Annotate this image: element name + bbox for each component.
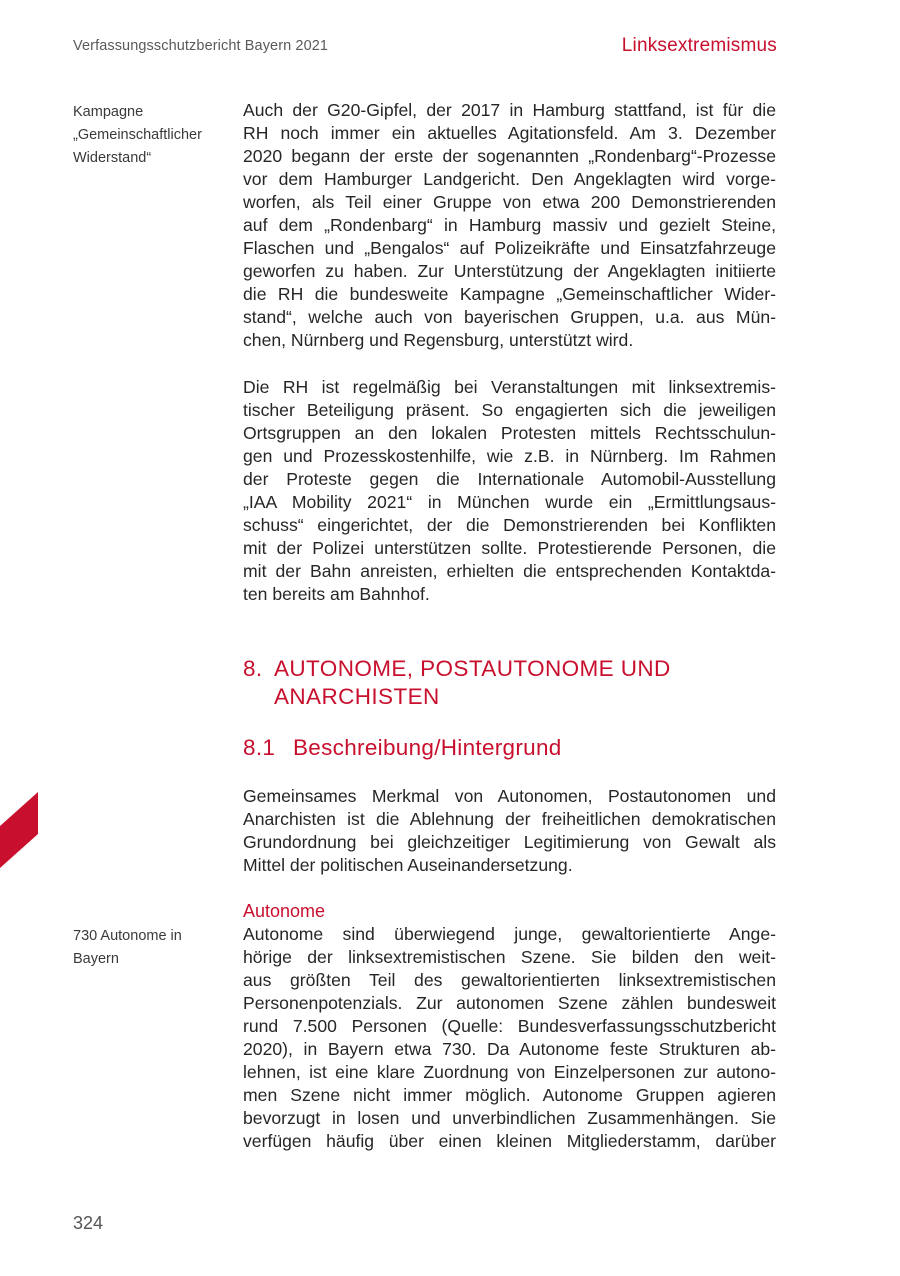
text-line: worfen, als Teil einer Gruppe von etwa 200 Demonstrierenden — [243, 192, 776, 212]
chapter-number: 8. — [243, 656, 263, 681]
paragraph-rh-events — [243, 376, 776, 606]
text-line: men Szene nicht immer möglich. Autonome Gruppen agieren — [243, 1085, 776, 1105]
text-line: der Proteste gegen die Internationale Automobil-Ausstellung — [243, 469, 776, 489]
text-line: 2020 begann der erste der sogenannten „Rondenbarg“-Prozesse — [243, 146, 776, 166]
paragraph — [243, 99, 776, 352]
margin-note-autonome — [73, 925, 223, 971]
text-line: chen, Nürnberg und Regensburg, unterstützt wird. — [243, 330, 634, 350]
margin-note-line: Widerstand“ — [73, 150, 152, 166]
text-line: RH noch immer ein aktuelles Agitationsfeld. Am 3. Dezember — [243, 123, 776, 143]
text-line: verfügen häufig über einen kleinen Mitgliederstamm, darüber — [243, 1131, 776, 1151]
text-line: Ortsgruppen an den lokalen Protesten mittels Rechtsschulun- — [243, 423, 776, 443]
text-line: ten bereits am Bahnhof. — [243, 584, 430, 604]
text-line: Flaschen und „Bengalos“ auf Polizeikräfte und Einsatzfahrzeuge — [243, 238, 776, 258]
text-line: die RH die bundesweite Kampagne „Gemeinschaftlicher Wider- — [243, 284, 776, 304]
text-line: Autonome sind überwiegend junge, gewaltorientierte Ange- — [243, 924, 776, 944]
text-line: schuss“ eingerichtet, der die Demonstrierenden bei Konflikten — [243, 515, 776, 535]
running-header-chapter: Linksextremismus — [621, 35, 777, 56]
text-line: Auch der G20-Gipfel, der 2017 in Hamburg stattfand, ist für die — [243, 100, 776, 120]
text-line: Grundordnung bei gleichzeitiger Legitimierung von Gewalt als — [243, 832, 776, 852]
page-number: 324 — [73, 1213, 104, 1233]
text-line: lehnen, ist eine klare Zuordnung von Einzelpersonen zur autono- — [243, 1062, 776, 1082]
paragraph-autonome — [243, 923, 776, 1153]
paragraph-g20 — [243, 99, 776, 352]
margin-note-line: Kampagne — [73, 104, 144, 120]
text-line: Anarchisten ist die Ablehnung der freiheitlichen demokratischen — [243, 809, 776, 829]
paragraph — [243, 923, 776, 1153]
margin-note-line: 730 Autonome in — [73, 928, 182, 944]
text-line: 2020), in Bayern etwa 730. Da Autonome feste Strukturen ab- — [243, 1039, 776, 1059]
text-line: rund 7.500 Personen (Quelle: Bundesverfassungsschutzbericht — [243, 1016, 776, 1036]
chapter-heading — [243, 655, 776, 711]
text-line: Personenpotenzials. Zur autonomen Szene zählen bundesweit — [243, 993, 776, 1013]
text-line: Die RH ist regelmäßig bei Veranstaltungen mit linksextremis- — [243, 377, 776, 397]
paragraph — [243, 785, 776, 877]
subheading-autonome: Autonome — [243, 901, 326, 921]
text-line: mit der Bahn anreisten, erhielten die entsprechenden Kontaktda- — [243, 561, 776, 581]
chapter-title-line: AUTONOME, POSTAUTONOME UND — [274, 656, 671, 681]
text-line: „IAA Mobility 2021“ in München wurde ein „Ermittlungsaus- — [243, 492, 776, 512]
text-line: geworfen zu haben. Zur Unterstützung der Angeklagten initiierte — [243, 261, 776, 281]
section-number: 8.1 — [243, 735, 276, 760]
text-line: aus größten Teil des gewaltorientierten linksextremistischen — [243, 970, 776, 990]
running-header-title: Verfassungsschutzbericht Bayern 2021 — [73, 38, 329, 54]
chapter-title-line: ANARCHISTEN — [274, 684, 440, 709]
text-line: mit der Polizei unterstützen sollte. Protestierende Personen, die — [243, 538, 776, 558]
text-line: Gemeinsames Merkmal von Autonomen, Postautonomen und — [243, 786, 776, 806]
text-line: stand“, welche auch von bayerischen Gruppen, u.a. aus Mün- — [243, 307, 776, 327]
text-line: gen und Prozesskostenhilfe, wie z.B. in Nürnberg. Im Rahmen — [243, 446, 776, 466]
margin-note-line: Bayern — [73, 951, 119, 967]
section-title: Beschreibung/Hintergrund — [293, 735, 562, 760]
text-line: tischer Beteiligung präsent. So engagierten sich die jeweiligen — [243, 400, 776, 420]
text-line: Mittel der politischen Auseinandersetzung. — [243, 855, 573, 875]
paragraph — [243, 376, 776, 606]
paragraph-common-feature — [243, 785, 776, 877]
section-heading — [243, 734, 562, 762]
text-line: bevorzugt in losen und unverbindlichen Zusammenhängen. Sie — [243, 1108, 776, 1128]
text-line: hörige der linksextremistischen Szene. Sie bilden den weit- — [243, 947, 776, 967]
margin-note-campaign — [73, 101, 223, 170]
chapter-thumb-tab — [0, 792, 38, 868]
margin-note-line: „Gemeinschaftlicher — [73, 127, 202, 143]
text-line: auf dem „Rondenbarg“ in Hamburg massiv und gezielt Steine, — [243, 215, 776, 235]
text-line: vor dem Hamburger Landgericht. Den Angeklagten wird vorge- — [243, 169, 776, 189]
